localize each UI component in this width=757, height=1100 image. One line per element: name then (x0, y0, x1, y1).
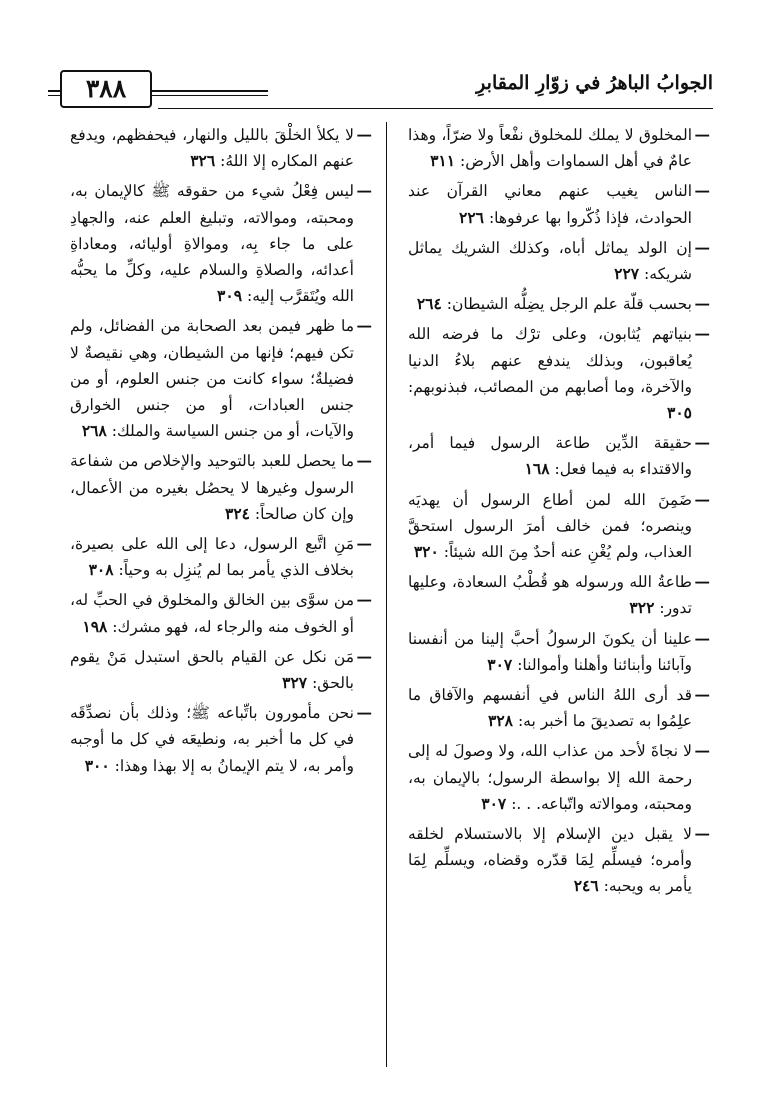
index-entry (408, 626, 710, 678)
entry-page-ref: ٣٠٩ (217, 286, 243, 306)
entry-text: بحسب قلّة علم الرجل يضِلُّه الشيطان: (446, 295, 692, 314)
entry-text: ليس فِعْلُ شيء من حقوقه ﷺ كالإيمان به، ومحبته، وموالاته، وتبليغ العلم عنه، والجهادِ على ما جاء بِه، وموالاةِ أوليائه، ومعاداةِ أعدائه، والصلاةِ والسلام عليه، وكلِّ ما يحبُّه الله ويُتَقرَّب إليه: (70, 182, 354, 306)
column-divider (386, 122, 387, 1067)
index-entry (408, 821, 710, 900)
index-content (70, 122, 710, 1072)
entry-page-ref: ٣٢٠ (413, 542, 439, 562)
index-entry (70, 178, 372, 309)
page-header (48, 70, 713, 112)
entry-page-ref: ٣١١ (430, 151, 456, 171)
index-entry (408, 569, 710, 621)
index-entry (408, 738, 710, 817)
index-entry (408, 487, 710, 566)
entry-text: ضَمِنَ الله لمن أطاع الرسول أن يهديَه وينصره؛ فمن خالف أمرَ الرسول استحقَّ العذاب، ولم يُغْنِ عنه أحدٌ مِنَ الله شيئاً: (408, 490, 692, 562)
entry-page-ref: ٢٢٦ (459, 207, 485, 227)
index-entry (70, 644, 372, 696)
entry-page-ref: ٣٢٦ (190, 151, 216, 171)
entry-page-ref: ٣٢٤ (225, 503, 250, 523)
entry-text: لا نجاةَ لأحد من عذاب الله، ولا وصولَ له إلى رحمة الله إلا بواسطة الرسول؛ بالإيمان به، ومحبته، وموالاته واتّباعه. . .: (408, 742, 692, 813)
index-entry (70, 448, 372, 527)
entry-text: مَنِ اتَّبع الرسول، دعا إلى الله على بصيرة، بخلاف الذي يأمر بما لم يُنزِل به وحياً: (70, 535, 354, 580)
index-entry (70, 587, 372, 639)
entry-page-ref: ٣٠٨ (88, 560, 114, 580)
right-column (408, 122, 710, 1072)
index-entry (408, 430, 710, 482)
entry-text: لا يكلأ الخلْقَ بالليل والنهار، فيحفظهم، ويدفع عنهم المكاره إلا اللهُ: (70, 126, 354, 171)
entry-page-ref: ٣٠٧ (487, 654, 513, 674)
entry-page-ref: ٣٢٢ (629, 598, 655, 618)
entry-text: الناس يغيب عنهم معاني القرآن عند الحوادث، فإذا ذُكّروا بها عرفوها: (408, 182, 692, 227)
index-entry (70, 531, 372, 583)
page-number: ٣٨٨ (60, 70, 152, 108)
index-entry (70, 313, 372, 444)
index-entry (408, 291, 710, 317)
entry-page-ref: ٣٠٥ (667, 403, 692, 423)
running-title: الجوابُ الباهرُ في زوّارِ المقابرِ (476, 72, 713, 94)
entry-text: قد أرى اللهُ الناس في أنفسهم والآفاق ما علِمُوا به تصديقَ ما أخبر به: (408, 686, 692, 731)
index-entry (408, 235, 710, 287)
entry-page-ref: ٢٦٤ (416, 294, 442, 314)
entry-text: علينا أن يكونَ الرسولُ أحبَّ إلينا من أنفسنا وآبائنا وأبنائنا وأهلنا وأموالنا: (408, 629, 692, 674)
entry-text: ما ظهر فيمن بعد الصحابة من الفضائل، ولم تكن فيهم؛ فإنها من الشيطان، وهي نقيصةٌ لا فضيلةٌ؛ سواء كانت من جنس العلوم، أو من جنس العبادات، أو من جنس الخوارق والآيات، أو من جنس السياسة والملك: (70, 317, 354, 441)
entry-page-ref: ١٩٨ (82, 616, 108, 636)
entry-page-ref: ٢٤٦ (573, 876, 599, 896)
entry-text: المخلوق لا يملك للمخلوق نفْعاً ولا ضرّاً، وهذا عامٌ في أهل السماوات وأهل الأرض: (408, 126, 692, 171)
index-entry (408, 178, 710, 230)
index-entry (70, 700, 372, 779)
entry-page-ref: ٣٠٧ (481, 793, 507, 813)
entry-text: بنياتهم يُثابون، وعلى ترْك ما فرضه الله يُعاقبون، وبذلك يندفع عنهم بلاءُ الدنيا والآخرة، وما أصابهم من المصائب، فبذنوبهم: (408, 325, 692, 396)
entry-text: حقيقة الدِّين طاعة الرسول فيما أمر، والاقتداء به فيما فعل: (408, 434, 692, 479)
index-entry (408, 122, 710, 174)
entry-text: لا يقبل دين الإسلام إلا بالاستسلام لخلقه وأمره؛ فيسلِّم لِمَا قدّره وقضاه، ويسلِّم لِمَا يأمر به ويحبه: (408, 825, 692, 896)
entry-page-ref: ٣٢٨ (488, 711, 514, 731)
entry-page-ref: ٢٢٧ (614, 264, 640, 284)
left-column (70, 122, 372, 1072)
entry-page-ref: ٣٠٠ (84, 755, 110, 775)
entry-page-ref: ٣٢٧ (282, 673, 308, 693)
index-entry (408, 682, 710, 734)
index-entry (408, 321, 710, 426)
entry-page-ref: ١٦٨ (524, 459, 550, 479)
entry-text: طاعةُ الله ورسوله هو قُطْبُ السعادة، وعليها تدور: (408, 573, 692, 618)
entry-text: إن الولد يماثل أباه، وكذلك الشريك يماثل شريكه: (408, 238, 692, 284)
header-underline (158, 108, 713, 109)
entry-text: نحن مأمورون باتِّباعه ﷺ؛ وذلك بأن نصدِّقَه في كل ما أخبر به، ونطيعَه في كل ما أوجبه وأمر به، لا يتم الإيمانُ به إلا بهذا وهذا: (70, 704, 354, 775)
entry-page-ref: ٢٦٨ (81, 421, 107, 441)
entry-text: ما يحصل للعبد بالتوحيد والإخلاص من شفاعة الرسول وغيرها لا يحصُل بغيره من الأعمال، وإن كان صالحاً: (70, 452, 354, 523)
entry-text: من سوَّى بين الخالق والمخلوق في الحبِّ له، أو الخوف منه والرجاء له، فهو مشرك: (70, 591, 354, 636)
index-entry (70, 122, 372, 174)
entry-text: مَن نكل عن القيام بالحق استبدل مَنْ يقوم بالحق: (70, 647, 354, 693)
